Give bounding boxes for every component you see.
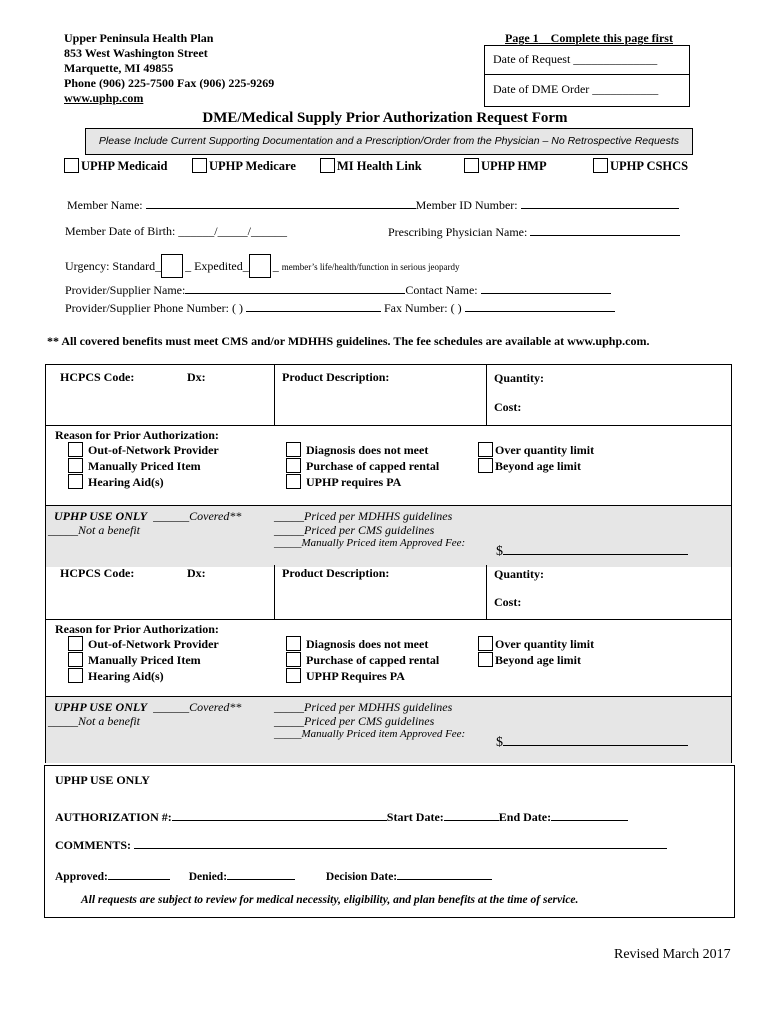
label: UPHP Requires PA [306, 669, 405, 683]
label: $ [496, 735, 503, 750]
dates-box [484, 45, 690, 107]
member-name-field[interactable] [67, 197, 679, 213]
blank-line [246, 300, 381, 312]
notice-text: Please Include Current Supporting Documentation and a Prescription/Order from the Physician – No Retrospective Requests [98, 135, 680, 147]
reason-option[interactable] [286, 458, 439, 474]
blank-line [134, 837, 667, 849]
date-of-dme-order-field[interactable]: Date of DME Order ___________ [493, 82, 659, 96]
plan-option-medicare[interactable] [192, 158, 296, 174]
label: Urgency: Standard [65, 259, 156, 273]
blank-line [108, 868, 170, 880]
label: UPHP HMP [481, 159, 547, 173]
blank-line [227, 868, 295, 880]
label: Decision Date: [325, 871, 398, 883]
label: End Date: [498, 810, 552, 824]
reason-option[interactable] [68, 652, 219, 668]
checkbox[interactable] [478, 458, 493, 473]
page-note: Complete this page first [550, 31, 673, 45]
reason-section [55, 622, 219, 637]
physician-field[interactable] [388, 224, 680, 240]
item-block-1 [45, 364, 732, 567]
blank-line [503, 734, 688, 746]
label: _____Priced per MDHHS guidelines [274, 700, 453, 714]
org-city: Marquette, MI 49855 [64, 61, 174, 75]
label: UPHP CSHCS [610, 159, 689, 173]
reason-col-1 [68, 636, 219, 684]
decision-date-field[interactable] [326, 871, 492, 883]
blank-line [530, 224, 680, 236]
page-label: Page 1 [505, 31, 539, 45]
label: Reason for Prior Authorization: [55, 622, 219, 636]
label: Out-of-Network Provider [88, 637, 219, 651]
reason-option[interactable] [68, 636, 219, 652]
cost-field[interactable]: Cost: [494, 595, 522, 609]
label: Expedited [194, 259, 243, 273]
label: Hearing Aid(s) [88, 669, 164, 683]
blank-line [465, 300, 615, 312]
checkbox[interactable] [478, 652, 493, 667]
approved-fee-field[interactable] [496, 543, 688, 560]
reason-col-3 [478, 442, 594, 474]
label: Member ID Number: [415, 198, 518, 212]
reason-col-2 [286, 442, 439, 490]
denied-field[interactable] [189, 871, 295, 883]
expedited-checkbox[interactable] [249, 254, 271, 278]
label: Over quantity limit [495, 637, 595, 651]
checkbox[interactable] [286, 652, 301, 667]
reason-option[interactable] [478, 636, 594, 652]
reason-option[interactable] [68, 474, 219, 490]
org-website[interactable]: www.uphp.com [64, 91, 144, 105]
standard-checkbox[interactable] [161, 254, 183, 278]
blank-line [521, 197, 679, 209]
reason-option[interactable] [68, 442, 219, 458]
plan-option-hmp[interactable] [464, 158, 547, 174]
checkbox[interactable] [478, 636, 493, 651]
blank-line [397, 868, 492, 880]
reason-col-3 [478, 636, 594, 668]
label: COMMENTS: [55, 838, 131, 852]
label: Manually Priced Item [88, 459, 201, 473]
plan-option-mi-health-link[interactable] [320, 158, 422, 174]
item-block-2 [45, 565, 732, 763]
divider [486, 565, 487, 619]
org-phone: Phone (906) 225-7500 Fax (906) 225-9269 [64, 76, 275, 90]
provider-phone-field[interactable] [65, 300, 615, 316]
label: Prescribing Physician Name: [388, 225, 528, 239]
label: _____Not a benefit [48, 714, 140, 728]
label: UPHP requires PA [306, 475, 402, 489]
checkbox[interactable] [286, 442, 301, 457]
checkbox[interactable] [286, 636, 301, 651]
label: _____Not a benefit [48, 523, 140, 537]
checkbox[interactable] [68, 636, 83, 651]
checkbox[interactable] [68, 474, 83, 489]
label: Fax Number: ( ) [383, 301, 462, 315]
reason-section [55, 428, 219, 443]
label: Hearing Aid(s) [88, 475, 164, 489]
reason-col-1 [68, 442, 219, 490]
checkbox[interactable] [286, 474, 301, 489]
cost-field[interactable]: Cost: [494, 400, 522, 414]
divider [486, 365, 487, 425]
org-address [64, 31, 274, 106]
reason-option[interactable] [286, 652, 439, 668]
label: AUTHORIZATION #: [55, 810, 172, 824]
label: UPHP Medicare [209, 159, 296, 173]
label: UPHP Medicaid [81, 159, 168, 173]
uphp-use-only-box [44, 765, 735, 918]
reason-option[interactable] [286, 442, 439, 458]
authorization-field[interactable] [55, 809, 628, 825]
label: _____Manually Priced item Approved Fee: [274, 728, 466, 740]
divider [46, 425, 731, 426]
checkbox[interactable] [192, 158, 207, 173]
notice-box [85, 128, 693, 155]
label: Beyond age limit [495, 459, 581, 473]
product-description-field[interactable]: Product Description: [282, 370, 390, 384]
dx-field[interactable]: Dx: [187, 566, 206, 580]
blank-line [551, 809, 628, 821]
blank-line [444, 809, 499, 821]
page-title: DME/Medical Supply Prior Authorization Request Form [202, 110, 568, 126]
plan-option-medicaid[interactable] [64, 158, 167, 174]
checkbox[interactable] [68, 458, 83, 473]
divider [274, 365, 275, 425]
date-of-request-field[interactable]: Date of Request ______________ [493, 52, 658, 66]
org-street: 853 West Washington Street [64, 46, 208, 60]
divider [54, 700, 241, 715]
label: Denied: [188, 871, 228, 883]
divider [485, 74, 689, 75]
label: UPHP USE ONLY [54, 509, 148, 523]
divider [46, 619, 731, 620]
checkbox[interactable] [68, 442, 83, 457]
reason-option[interactable] [286, 668, 439, 684]
reason-option[interactable] [478, 458, 594, 474]
provider-name-field[interactable] [65, 282, 611, 298]
label: Reason for Prior Authorization: [55, 428, 219, 442]
revision-date: Revised March 2017 [614, 947, 731, 962]
org-name: Upper Peninsula Health Plan [64, 31, 214, 45]
label: Provider/Supplier Phone Number: ( ) [65, 301, 243, 315]
divider [274, 565, 275, 619]
label: Manually Priced Item [88, 653, 201, 667]
label: member’s life/health/function in serious jeopardy [281, 262, 460, 272]
checkbox[interactable] [593, 158, 608, 173]
label: _____Priced per CMS guidelines [274, 714, 435, 728]
checkbox[interactable] [286, 458, 301, 473]
reason-col-2 [286, 636, 439, 684]
comments-field[interactable] [55, 837, 667, 853]
product-description-field[interactable]: Product Description: [282, 566, 390, 580]
checkbox[interactable] [68, 652, 83, 667]
approved-fee-field[interactable] [496, 734, 688, 751]
reason-option[interactable] [478, 442, 594, 458]
checkbox[interactable] [320, 158, 335, 173]
quantity-field[interactable]: Quantity: [494, 567, 545, 581]
blank-line [172, 809, 387, 821]
hcpcs-code-field[interactable]: HCPCS Code: [60, 566, 135, 580]
blank-line [503, 543, 688, 555]
use-only-heading: UPHP USE ONLY [55, 773, 150, 787]
label: _____Priced per CMS guidelines [274, 523, 435, 537]
benefits-note: ** All covered benefits must meet CMS and/or MDHHS guidelines. The fee schedules are available at www.uphp.com. [47, 334, 650, 348]
reason-option[interactable] [68, 668, 219, 684]
label: Provider/Supplier Name: [65, 283, 186, 297]
label: Diagnosis does not meet [306, 637, 429, 651]
checkbox[interactable] [478, 442, 493, 457]
approval-row [55, 868, 492, 883]
blank-line [481, 282, 611, 294]
label: $ [496, 544, 503, 559]
reason-option[interactable] [478, 652, 594, 668]
label: UPHP USE ONLY [54, 700, 148, 714]
dx-field[interactable]: Dx: [187, 370, 206, 384]
label: Approved: [55, 871, 108, 883]
dob-field[interactable]: Member Date of Birth: ______/_____/______ [65, 224, 287, 238]
label: Contact Name: [405, 283, 478, 297]
label: _____Priced per MDHHS guidelines [274, 509, 453, 523]
checkbox[interactable] [464, 158, 479, 173]
page-indicator [505, 31, 673, 46]
label: Over quantity limit [495, 443, 595, 457]
checkbox[interactable] [68, 668, 83, 683]
label: Beyond age limit [495, 653, 581, 667]
uphp-use-only-section [46, 696, 731, 763]
label: _____Manually Priced item Approved Fee: [274, 537, 466, 549]
label: ______Covered** [153, 700, 242, 714]
label: Out-of-Network Provider [88, 443, 219, 457]
reason-option[interactable] [68, 458, 219, 474]
label: MI Health Link [337, 159, 422, 173]
label: Member Name: [67, 198, 143, 212]
hcpcs-code-field[interactable]: HCPCS Code: [60, 370, 135, 384]
quantity-field[interactable]: Quantity: [494, 371, 545, 385]
approved-field[interactable] [55, 871, 170, 883]
blank-line [185, 282, 405, 294]
uphp-use-only-section [46, 505, 731, 567]
label: Start Date: [386, 810, 444, 824]
label: Diagnosis does not meet [306, 443, 429, 457]
urgency-field: Urgency: Standard_ _ Expedited_ _ member’s life/health/function in serious jeopardy [65, 254, 460, 278]
checkbox[interactable] [64, 158, 79, 173]
divider [54, 509, 241, 524]
label: Purchase of capped rental [306, 459, 440, 473]
blank-line [146, 197, 416, 209]
reason-option[interactable] [286, 474, 439, 490]
reason-option[interactable] [286, 636, 439, 652]
label: ______Covered** [153, 509, 242, 523]
disclaimer: All requests are subject to review for medical necessity, eligibility, and plan benefits at the time of service. [81, 894, 579, 906]
checkbox[interactable] [286, 668, 301, 683]
plan-option-cshcs[interactable] [593, 158, 688, 174]
label: Purchase of capped rental [306, 653, 440, 667]
